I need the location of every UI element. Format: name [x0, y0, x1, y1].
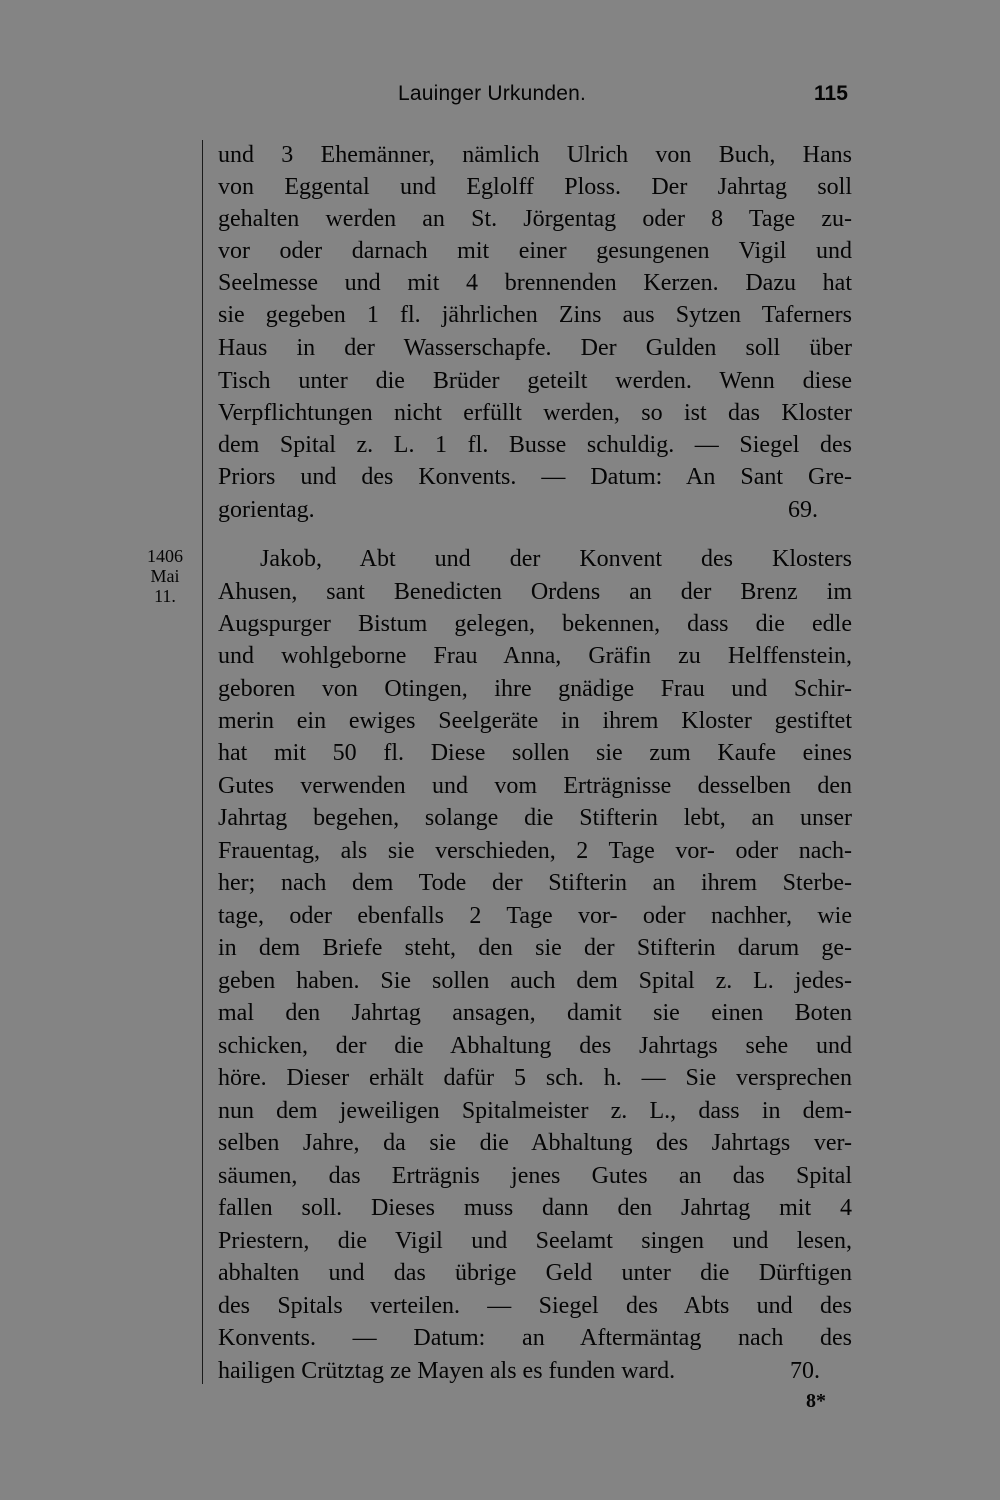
document-number-69: 69. — [788, 497, 818, 523]
text-line: dem Spital z. L. 1 fl. Busse schuldig. — Siegel des — [218, 432, 852, 458]
margin-date-note — [140, 546, 190, 606]
text-line: Augspurger Bistum gelegen, bekennen, dass die edle — [218, 611, 852, 637]
text-line: von Eggental und Eglolff Ploss. Der Jahrtag soll — [218, 174, 852, 200]
text-line: Tisch unter die Brüder geteilt werden. Wenn diese — [218, 368, 852, 394]
running-head — [0, 82, 1000, 112]
margin-date-year: 1406 — [147, 546, 183, 566]
text-line: Priors und des Konvents. — Datum: An Sant Gre- — [218, 464, 852, 490]
text-line: säumen, das Erträgnis jenes Gutes an das Spital — [218, 1163, 852, 1189]
text-line: und wohlgeborne Frau Anna, Gräfin zu Helffenstein, — [218, 643, 852, 669]
text-line: und 3 Ehemänner, nämlich Ulrich von Buch, Hans — [218, 142, 852, 168]
page-number: 115 — [814, 82, 848, 105]
signature-mark: 8* — [806, 1390, 826, 1412]
text-line: vor oder darnach mit einer gesungenen Vigil und — [218, 238, 852, 264]
text-line: Priestern, die Vigil und Seelamt singen und lesen, — [218, 1228, 852, 1254]
text-line: sie gegeben 1 fl. jährlichen Zins aus Sytzen Taferners — [218, 302, 852, 328]
text-line: nun dem jeweiligen Spitalmeister z. L., dass in dem- — [218, 1098, 852, 1124]
text-line: selben Jahre, da sie die Abhaltung des Jahrtags ver- — [218, 1130, 852, 1156]
text-line: merin ein ewiges Seelgeräte in ihrem Kloster gestiftet — [218, 708, 852, 734]
text-line: hat mit 50 fl. Diese sollen sie zum Kaufe eines — [218, 740, 852, 766]
text-line: Konvents. — Datum: an Aftermäntag nach des — [218, 1325, 852, 1351]
text-line: Jahrtag begehen, solange die Stifterin lebt, an unser — [218, 805, 852, 831]
text-line: fallen soll. Dieses muss dann den Jahrtag mit 4 — [218, 1195, 852, 1221]
text-line: mal den Jahrtag ansagen, damit sie einen Boten — [218, 1000, 852, 1026]
text-line: geboren von Otingen, ihre gnädige Frau und Schir- — [218, 676, 852, 702]
text-line: her; nach dem Tode der Stifterin an ihrem Sterbe- — [218, 870, 852, 896]
left-margin-rule — [202, 140, 203, 1384]
text-line: tage, oder ebenfalls 2 Tage vor- oder nachher, wie — [218, 903, 852, 929]
text-line: gorientag. — [218, 497, 315, 523]
text-line: geben haben. Sie sollen auch dem Spital z. L. jedes- — [218, 968, 852, 994]
margin-date-month: Mai — [150, 566, 180, 586]
text-line: Frauentag, als sie verschieden, 2 Tage vor- oder nach- — [218, 838, 852, 864]
text-line: abhalten und das übrige Geld unter die Dürftigen — [218, 1260, 852, 1286]
running-title: Lauinger Urkunden. — [398, 82, 587, 105]
text-line: gehalten werden an St. Jörgentag oder 8 Tage zu- — [218, 206, 852, 232]
text-line: Seelmesse und mit 4 brennenden Kerzen. Dazu hat — [218, 270, 852, 296]
text-line: höre. Dieser erhält dafür 5 sch. h. — Sie versprechen — [218, 1065, 852, 1091]
text-line: hailigen Crütztag ze Mayen als es funden ward. — [218, 1358, 676, 1384]
text-line: schicken, der die Abhaltung des Jahrtags sehe und — [218, 1033, 852, 1059]
text-line: des Spitals verteilen. — Siegel des Abts und des — [218, 1293, 852, 1319]
text-line: Haus in der Wasserschapfe. Der Gulden soll über — [218, 335, 852, 361]
document-number-70: 70. — [790, 1358, 820, 1384]
text-line: Gutes verwenden und vom Erträgnisse desselben den — [218, 773, 852, 799]
text-line: Verpflichtungen nicht erfüllt werden, so ist das Kloster — [218, 400, 852, 426]
text-line: in dem Briefe steht, den sie der Stifterin darum ge- — [218, 935, 852, 961]
text-line: Ahusen, sant Benedicten Ordens an der Brenz im — [218, 579, 852, 605]
margin-date-day: 11. — [154, 586, 176, 606]
text-line: Jakob, Abt und der Konvent des Klosters — [260, 546, 852, 572]
